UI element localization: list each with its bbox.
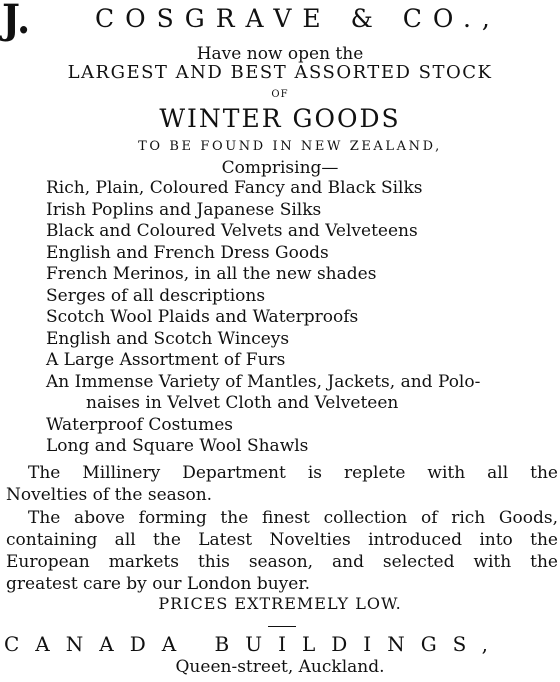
prices-line: PRICES EXTREMELY LOW.: [158, 594, 402, 613]
canada-buildings: CANADA BUILDINGS,: [4, 632, 505, 656]
millinery-paragraph: [6, 462, 558, 506]
list-item-continuation: naises in Velvet Cloth and Velveteen: [86, 393, 399, 413]
collection-paragraph: [6, 507, 558, 595]
list-item: English and Scotch Winceys: [46, 328, 290, 349]
intro-have-now-open: Have now open the: [196, 44, 364, 64]
address-line: Queen-street, Auckland.: [175, 657, 385, 677]
intro-of: OF: [271, 89, 289, 100]
header-initial: J.: [2, 0, 31, 43]
firm-name: COSGRAVE & CO.,: [95, 4, 501, 33]
intro-new-zealand: TO BE FOUND IN NEW ZEALAND,: [138, 139, 442, 154]
goods-list: [46, 178, 560, 458]
list-item: French Merinos, in all the new shades: [46, 264, 377, 284]
list-item: Rich, Plain, Coloured Fancy and Black Silks: [46, 178, 423, 198]
list-item: Serges of all descriptions: [46, 285, 266, 306]
list-item: Scotch Wool Plaids and Waterproofs: [46, 307, 359, 327]
paragraph-line: The Millinery Department is replete with all the: [28, 463, 558, 483]
paragraph-line: containing all the Latest Novelties introduced into the: [6, 530, 558, 550]
list-item: Irish Poplins and Japanese Silks: [46, 199, 322, 220]
divider: [268, 626, 296, 627]
list-item: A Large Assortment of Furs: [46, 350, 286, 370]
advertisement-header: [0, 2, 560, 42]
paragraph-line: greatest care by our London buyer.: [6, 574, 311, 594]
list-item: Long and Square Wool Shawls: [46, 436, 309, 456]
winter-goods-heading: WINTER GOODS: [159, 104, 401, 133]
paragraph-line: The above forming the finest collection of rich Goods,: [28, 508, 558, 528]
list-item: Waterproof Costumes: [46, 414, 233, 435]
list-item: English and French Dress Goods: [46, 242, 329, 263]
paragraph-line: European markets this season, and selected with the: [6, 552, 558, 572]
paragraph-line: Novelties of the season.: [6, 485, 213, 505]
intro-comprising: Comprising—: [221, 158, 339, 178]
list-item: An Immense Variety of Mantles, Jackets, and Polo-: [46, 371, 481, 392]
list-item: Black and Coloured Velvets and Velveteens: [46, 221, 418, 241]
intro-largest-stock: LARGEST AND BEST ASSORTED STOCK: [67, 62, 493, 83]
